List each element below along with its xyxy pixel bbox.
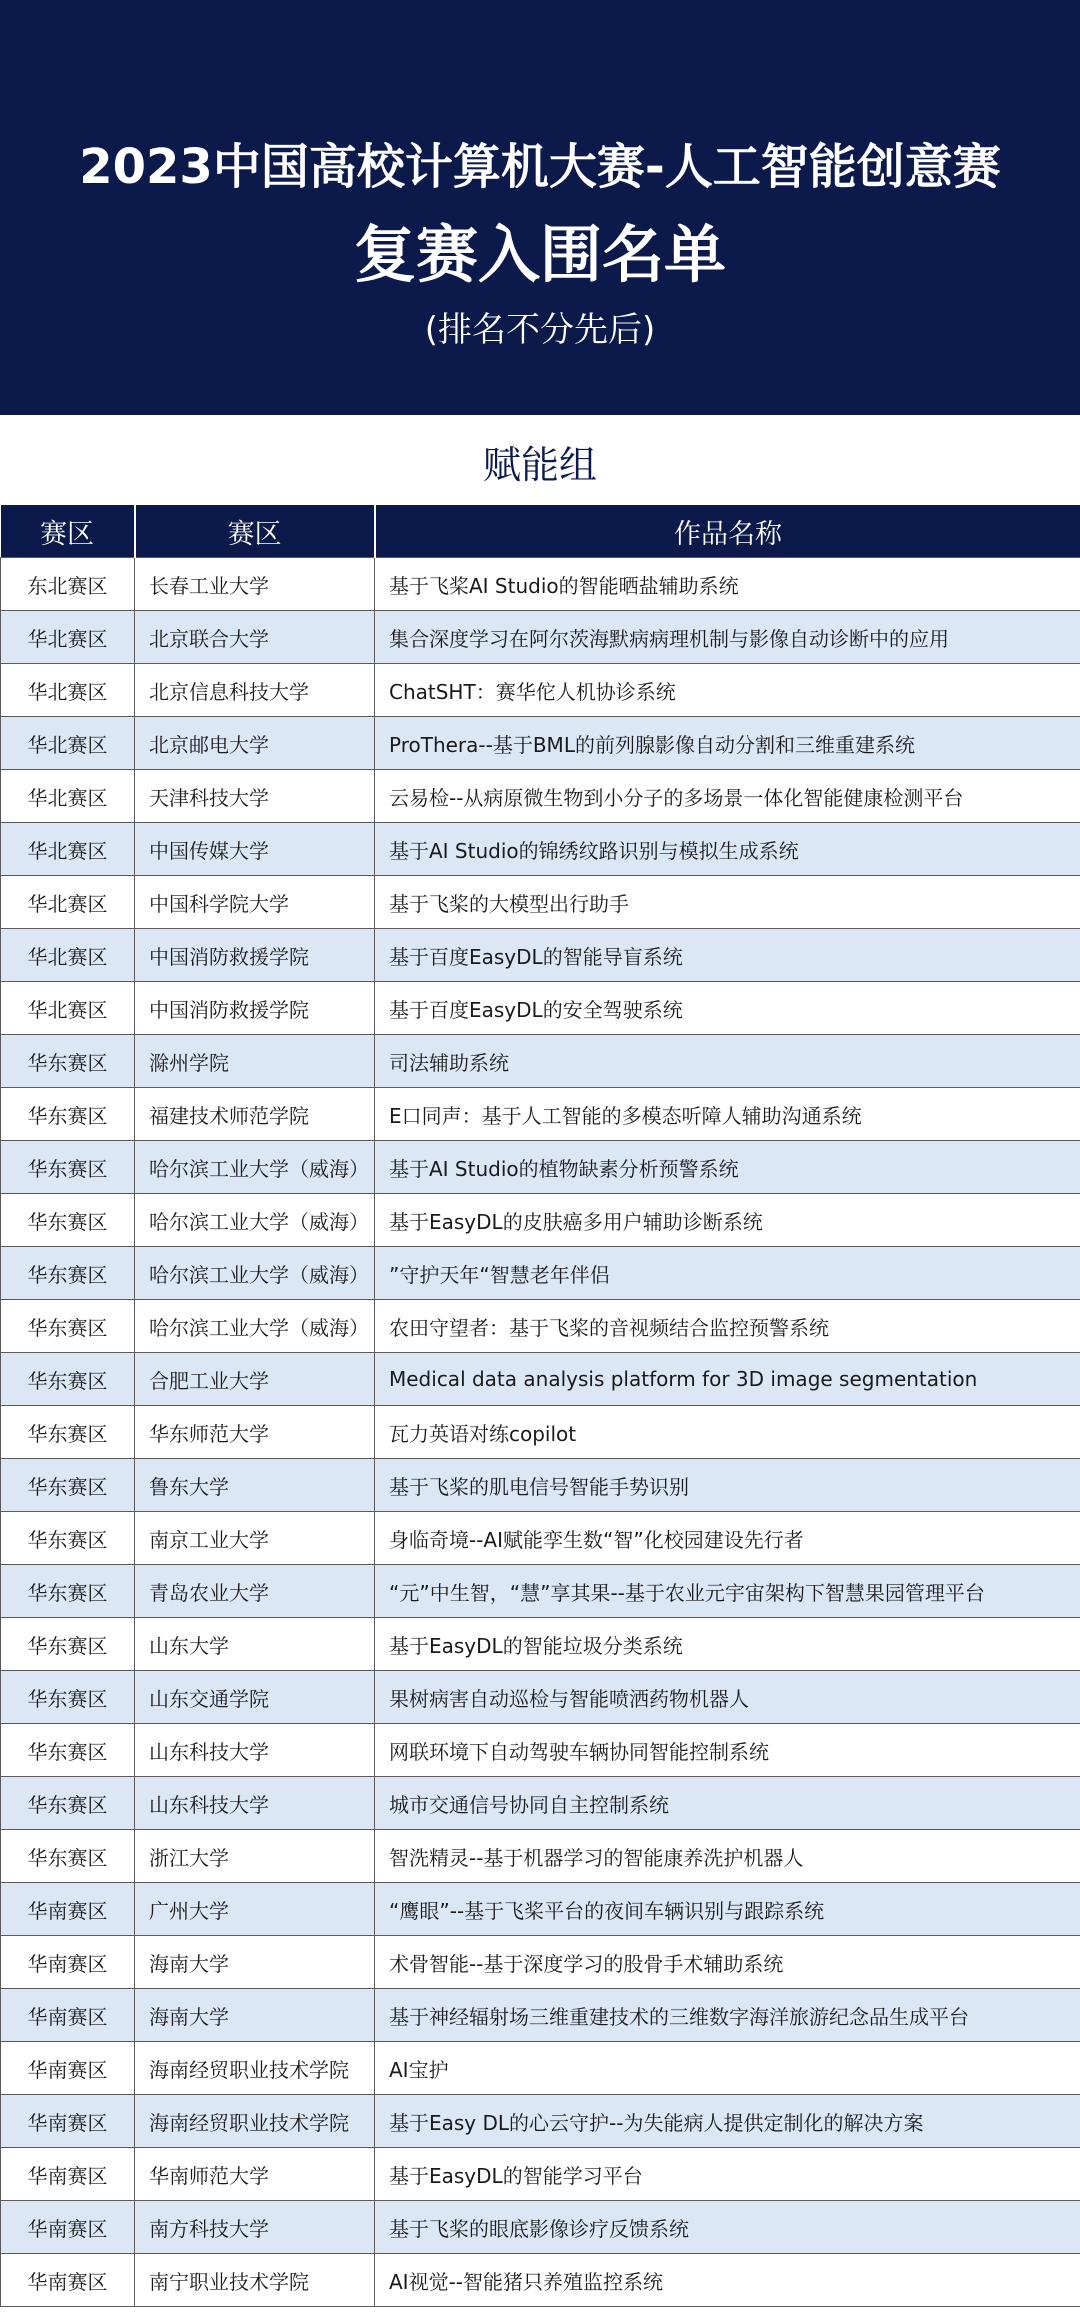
table-row [1, 1671, 1080, 1724]
finalist-table [0, 505, 1080, 2307]
cell-region: 华南赛区 [1, 1936, 135, 1989]
cell-project: 身临奇境--AI赋能孪生数“智”化校园建设先行者 [375, 1512, 1080, 1565]
cell-region: 华东赛区 [1, 1618, 135, 1671]
cell-project: ”守护天年“智慧老年伴侣 [375, 1247, 1080, 1300]
cell-project: Medical data analysis platform for 3D image segmentation [375, 1353, 1080, 1406]
column-header-region: 赛区 [1, 505, 135, 558]
cell-project: 基于EasyDL的智能垃圾分类系统 [375, 1618, 1080, 1671]
cell-school: 海南大学 [135, 1989, 375, 2042]
cell-region: 华南赛区 [1, 2148, 135, 2201]
table-row [1, 2254, 1080, 2307]
table-row [1, 1247, 1080, 1300]
cell-project: 城市交通信号协同自主控制系统 [375, 1777, 1080, 1830]
table-row [1, 982, 1080, 1035]
cell-region: 华南赛区 [1, 2254, 135, 2307]
cell-school: 哈尔滨工业大学（威海） [135, 1300, 375, 1353]
cell-region: 东北赛区 [1, 558, 135, 611]
table-row [1, 1141, 1080, 1194]
cell-school: 哈尔滨工业大学（威海） [135, 1247, 375, 1300]
cell-school: 广州大学 [135, 1883, 375, 1936]
cell-project: 术骨智能--基于深度学习的股骨手术辅助系统 [375, 1936, 1080, 1989]
table-row [1, 664, 1080, 717]
table-row [1, 770, 1080, 823]
cell-school: 中国消防救援学院 [135, 929, 375, 982]
cell-project: “元”中生智，“慧”享其果--基于农业元宇宙架构下智慧果园管理平台 [375, 1565, 1080, 1618]
table-row [1, 1830, 1080, 1883]
cell-project: 基于飞桨的大模型出行助手 [375, 876, 1080, 929]
cell-school: 中国科学院大学 [135, 876, 375, 929]
cell-project: 司法辅助系统 [375, 1035, 1080, 1088]
cell-school: 哈尔滨工业大学（威海） [135, 1141, 375, 1194]
cell-school: 海南经贸职业技术学院 [135, 2042, 375, 2095]
cell-project: 基于EasyDL的皮肤癌多用户辅助诊断系统 [375, 1194, 1080, 1247]
cell-project: E口同声：基于人工智能的多模态听障人辅助沟通系统 [375, 1088, 1080, 1141]
table-row [1, 2095, 1080, 2148]
ranking-note: (排名不分先后) [424, 310, 656, 350]
header-banner [0, 0, 1080, 415]
cell-school: 青岛农业大学 [135, 1565, 375, 1618]
cell-school: 合肥工业大学 [135, 1353, 375, 1406]
cell-school: 浙江大学 [135, 1830, 375, 1883]
cell-project: 果树病害自动巡检与智能喷洒药物机器人 [375, 1671, 1080, 1724]
cell-region: 华北赛区 [1, 982, 135, 1035]
cell-project: 基于飞桨的肌电信号智能手势识别 [375, 1459, 1080, 1512]
cell-region: 华北赛区 [1, 664, 135, 717]
table-row [1, 929, 1080, 982]
cell-school: 天津科技大学 [135, 770, 375, 823]
cell-school: 山东大学 [135, 1618, 375, 1671]
cell-region: 华北赛区 [1, 611, 135, 664]
cell-region: 华东赛区 [1, 1459, 135, 1512]
cell-region: 华东赛区 [1, 1353, 135, 1406]
cell-region: 华东赛区 [1, 1777, 135, 1830]
table-row [1, 1512, 1080, 1565]
cell-region: 华东赛区 [1, 1141, 135, 1194]
cell-project: 基于飞桨AI Studio的智能晒盐辅助系统 [375, 558, 1080, 611]
table-row [1, 611, 1080, 664]
cell-project: 基于AI Studio的锦绣纹路识别与模拟生成系统 [375, 823, 1080, 876]
cell-school: 华南师范大学 [135, 2148, 375, 2201]
table-body [1, 558, 1080, 2307]
cell-region: 华东赛区 [1, 1512, 135, 1565]
cell-school: 南宁职业技术学院 [135, 2254, 375, 2307]
cell-region: 华东赛区 [1, 1565, 135, 1618]
cell-region: 华东赛区 [1, 1194, 135, 1247]
page-subtitle: 复赛入围名单 [353, 218, 726, 291]
cell-project: 集合深度学习在阿尔茨海默病病理机制与影像自动诊断中的应用 [375, 611, 1080, 664]
cell-project: 基于神经辐射场三维重建技术的三维数字海洋旅游纪念品生成平台 [375, 1989, 1080, 2042]
table-row [1, 1724, 1080, 1777]
cell-region: 华东赛区 [1, 1088, 135, 1141]
cell-school: 鲁东大学 [135, 1459, 375, 1512]
cell-region: 华北赛区 [1, 929, 135, 982]
cell-school: 长春工业大学 [135, 558, 375, 611]
table-row [1, 1459, 1080, 1512]
table-row [1, 2042, 1080, 2095]
cell-region: 华南赛区 [1, 2095, 135, 2148]
cell-school: 南方科技大学 [135, 2201, 375, 2254]
cell-school: 海南大学 [135, 1936, 375, 1989]
table-row [1, 823, 1080, 876]
cell-region: 华南赛区 [1, 2042, 135, 2095]
cell-region: 华东赛区 [1, 1247, 135, 1300]
cell-region: 华南赛区 [1, 2201, 135, 2254]
cell-school: 北京联合大学 [135, 611, 375, 664]
cell-school: 山东交通学院 [135, 1671, 375, 1724]
cell-region: 华东赛区 [1, 1300, 135, 1353]
column-header-project: 作品名称 [375, 505, 1080, 558]
table-row [1, 1936, 1080, 1989]
cell-region: 华东赛区 [1, 1035, 135, 1088]
cell-project: 农田守望者：基于飞桨的音视频结合监控预警系统 [375, 1300, 1080, 1353]
cell-school: 中国消防救援学院 [135, 982, 375, 1035]
table-row [1, 1353, 1080, 1406]
table-row [1, 1989, 1080, 2042]
table-row [1, 1618, 1080, 1671]
cell-project: AI视觉--智能猪只养殖监控系统 [375, 2254, 1080, 2307]
cell-project: 基于飞桨的眼底影像诊疗反馈系统 [375, 2201, 1080, 2254]
table-header [1, 505, 1080, 558]
cell-region: 华东赛区 [1, 1830, 135, 1883]
table-header-row [1, 505, 1080, 558]
cell-project: 网联环境下自动驾驶车辆协同智能控制系统 [375, 1724, 1080, 1777]
cell-project: “鹰眼”--基于飞桨平台的夜间车辆识别与跟踪系统 [375, 1883, 1080, 1936]
page-title: 2023中国高校计算机大赛-人工智能创意赛 [79, 139, 1001, 195]
cell-school: 哈尔滨工业大学（威海） [135, 1194, 375, 1247]
cell-school: 华东师范大学 [135, 1406, 375, 1459]
cell-project: ChatSHT：赛华佗人机协诊系统 [375, 664, 1080, 717]
cell-region: 华东赛区 [1, 1671, 135, 1724]
cell-region: 华北赛区 [1, 876, 135, 929]
cell-school: 海南经贸职业技术学院 [135, 2095, 375, 2148]
table-row [1, 876, 1080, 929]
table-row [1, 1565, 1080, 1618]
cell-project: 云易检--从病原微生物到小分子的多场景一体化智能健康检测平台 [375, 770, 1080, 823]
table-row [1, 1194, 1080, 1247]
cell-school: 福建技术师范学院 [135, 1088, 375, 1141]
cell-school: 中国传媒大学 [135, 823, 375, 876]
cell-school: 山东科技大学 [135, 1724, 375, 1777]
cell-region: 华北赛区 [1, 770, 135, 823]
cell-project: 智洗精灵--基于机器学习的智能康养洗护机器人 [375, 1830, 1080, 1883]
cell-region: 华北赛区 [1, 717, 135, 770]
group-title: 赋能组 [482, 443, 597, 487]
table-row [1, 1035, 1080, 1088]
cell-school: 山东科技大学 [135, 1777, 375, 1830]
cell-region: 华东赛区 [1, 1724, 135, 1777]
table-row [1, 1300, 1080, 1353]
cell-project: ProThera--基于BML的前列腺影像自动分割和三维重建系统 [375, 717, 1080, 770]
table-row [1, 2201, 1080, 2254]
table-row [1, 717, 1080, 770]
table-row [1, 1406, 1080, 1459]
table-row [1, 1088, 1080, 1141]
cell-project: 基于EasyDL的智能学习平台 [375, 2148, 1080, 2201]
cell-school: 南京工业大学 [135, 1512, 375, 1565]
cell-region: 华北赛区 [1, 823, 135, 876]
cell-region: 华东赛区 [1, 1406, 135, 1459]
table-row [1, 1777, 1080, 1830]
cell-project: 基于百度EasyDL的智能导盲系统 [375, 929, 1080, 982]
cell-region: 华南赛区 [1, 1989, 135, 2042]
cell-project: 瓦力英语对练copilot [375, 1406, 1080, 1459]
cell-region: 华南赛区 [1, 1883, 135, 1936]
column-header-school: 赛区 [135, 505, 375, 558]
table-row [1, 1883, 1080, 1936]
cell-school: 北京信息科技大学 [135, 664, 375, 717]
cell-project: 基于Easy DL的心云守护--为失能病人提供定制化的解决方案 [375, 2095, 1080, 2148]
cell-project: AI宝护 [375, 2042, 1080, 2095]
cell-project: 基于AI Studio的植物缺素分析预警系统 [375, 1141, 1080, 1194]
cell-project: 基于百度EasyDL的安全驾驶系统 [375, 982, 1080, 1035]
cell-school: 北京邮电大学 [135, 717, 375, 770]
table-row [1, 2148, 1080, 2201]
cell-school: 滁州学院 [135, 1035, 375, 1088]
table-row [1, 558, 1080, 611]
